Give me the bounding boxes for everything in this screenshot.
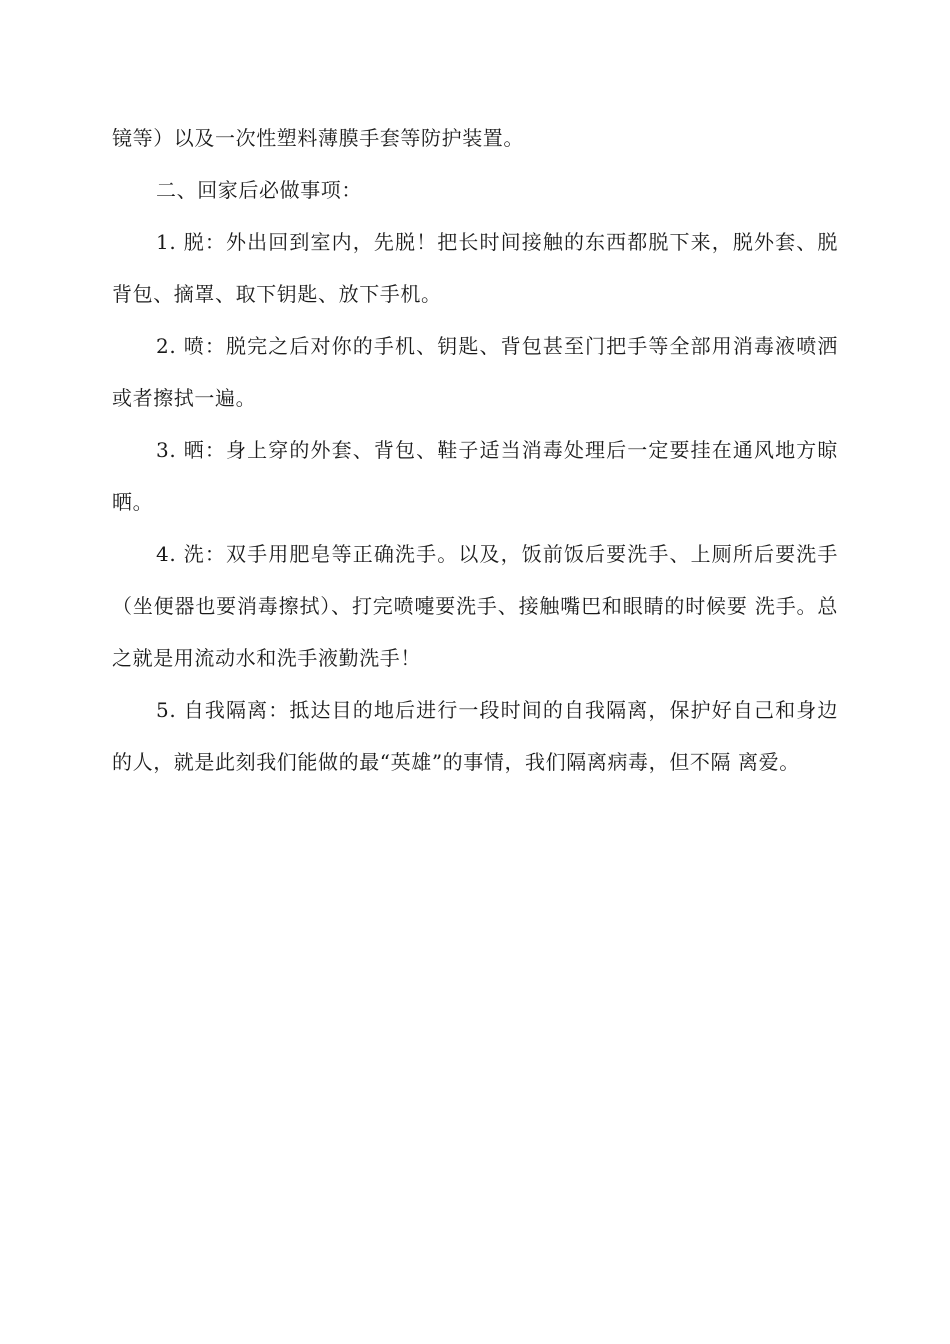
list-item-sun-dry: 3. 晒：身上穿的外套、背包、鞋子适当消毒处理后一定要挂在通风地方晾晒。 xyxy=(112,438,838,514)
paragraph-continuation: 镜等）以及一次性塑料薄膜手套等防护装置。 xyxy=(112,126,524,150)
section-heading-after-home: 二、回家后必做事项： xyxy=(156,178,362,202)
list-item-take-off: 1. 脱：外出回到室内，先脱！把长时间接触的东西都脱下来，脱外套、脱背包、摘罩、取下钥匙、放下手机。 xyxy=(112,230,838,306)
list-item-spray: 2. 喷：脱完之后对你的手机、钥匙、背包甚至门把手等全部用消毒液喷洒或者擦拭一遍。 xyxy=(112,334,838,410)
list-item-wash: 4. 洗：双手用肥皂等正确洗手。以及，饭前饭后要洗手、上厕所后要洗手（坐便器也要消毒擦拭）、打完喷嚏要洗手、接触嘴巴和眼睛的时候要 洗手。总之就是用流动水和洗手液勤洗手！ xyxy=(112,542,838,670)
document-body xyxy=(112,112,838,788)
list-item-self-isolation: 5. 自我隔离：抵达目的地后进行一段时间的自我隔离，保护好自己和身边的人，就是此刻我们能做的最“英雄”的事情，我们隔离病毒，但不隔 离爱。 xyxy=(112,698,838,774)
